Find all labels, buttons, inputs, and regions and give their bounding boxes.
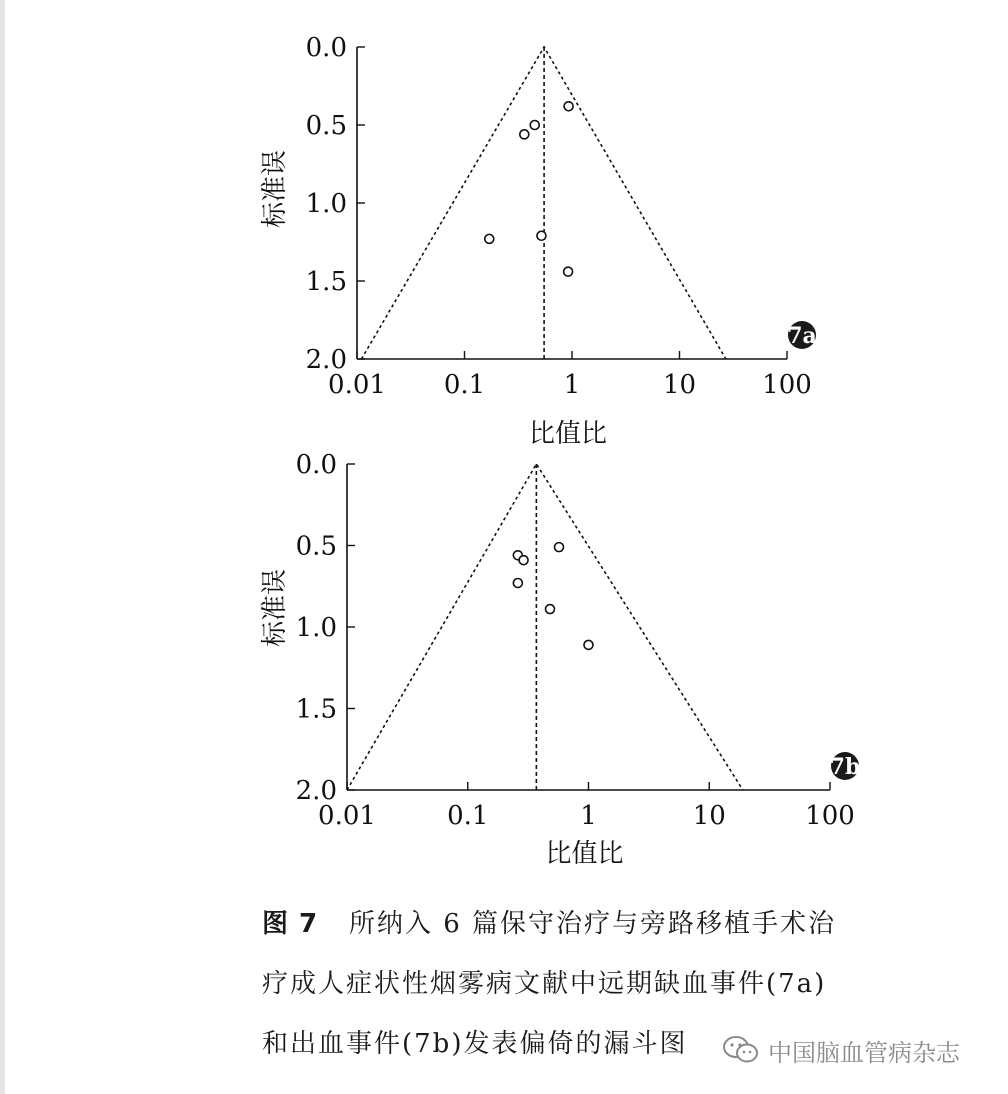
panel-7b-study-point bbox=[546, 605, 555, 614]
figure-label: 图 7 bbox=[262, 909, 319, 939]
panel-7b-y-tick-label: 1.5 bbox=[295, 694, 337, 725]
panel-7a-label-text: 7a bbox=[787, 323, 817, 349]
panel-7b-study-point bbox=[555, 543, 564, 552]
panel-7a-x-tick-label: 100 bbox=[762, 370, 812, 400]
panel-7b-x-tick-label: 1 bbox=[580, 801, 597, 831]
panel-7a-x-tick-label: 1 bbox=[563, 370, 581, 400]
panel-7b-y-tick-label: 2.0 bbox=[295, 776, 337, 806]
panel-7a-x-tick-label: 10 bbox=[662, 370, 697, 400]
panel-7b-x-tick-label: 0.1 bbox=[447, 801, 489, 831]
panel-7b-y-tick-label: 0.0 bbox=[295, 450, 337, 480]
panel-7b-study-point bbox=[584, 640, 593, 649]
panel-7a-study-point bbox=[537, 231, 546, 240]
panel-7b-x-tick-label: 0.01 bbox=[318, 801, 376, 831]
panel-7a-y-tick-label: 0.5 bbox=[305, 111, 347, 141]
panel-7b-funnel-lines bbox=[347, 464, 743, 790]
panel-7a-y-tick-label: 2.0 bbox=[305, 345, 347, 375]
panel-7a-x-tick-label: 0.01 bbox=[328, 370, 386, 400]
panel-7a-x-axis-title: 比值比 bbox=[528, 419, 608, 449]
caption-text-1: 所纳入 6 篇保守治疗与旁路移植手术治 bbox=[348, 909, 837, 939]
panel-7b-y-axis-title: 标准误 bbox=[260, 568, 290, 648]
panel-7a-y-axis-title: 标准误 bbox=[260, 149, 290, 229]
panel-7b-study-point bbox=[513, 578, 522, 587]
panel-7b-x-axis-title: 比值比 bbox=[545, 839, 624, 869]
panel-7a-study-point bbox=[564, 102, 573, 111]
panel-7a-study-point bbox=[564, 267, 573, 276]
panel-7a-y-tick-label: 1.0 bbox=[305, 189, 347, 219]
watermark-text: 中国脑血管病杂志 bbox=[768, 1038, 960, 1067]
panel-7a-study-point bbox=[530, 121, 539, 130]
panel-7b-y-tick-label: 0.5 bbox=[295, 531, 337, 562]
panel-7a-y-tick-label: 1.5 bbox=[305, 267, 347, 297]
panel-7b-study-point bbox=[519, 556, 528, 565]
caption-line-1 bbox=[262, 894, 882, 954]
panel-7a-y-tick-label: 0.0 bbox=[305, 33, 347, 63]
panel-7b-y-tick-label: 1.0 bbox=[295, 613, 337, 643]
panel-7a-study-point bbox=[485, 234, 494, 243]
panel-7a-study-point bbox=[520, 130, 529, 139]
wechat-icon bbox=[722, 1035, 760, 1065]
panel-7b-x-tick-label: 100 bbox=[805, 801, 855, 831]
panel-7b-label-text: 7b bbox=[829, 754, 861, 780]
caption-line-2: 疗成人症状性烟雾病文献中远期缺血事件(7a) bbox=[262, 969, 827, 999]
watermark bbox=[722, 1030, 960, 1070]
panel-7a-x-tick-label: 0.1 bbox=[443, 370, 486, 400]
panel-7b-x-tick-label: 10 bbox=[692, 801, 726, 831]
caption-line-3: 和出血事件(7b)发表偏倚的漏斗图 bbox=[262, 1029, 688, 1059]
